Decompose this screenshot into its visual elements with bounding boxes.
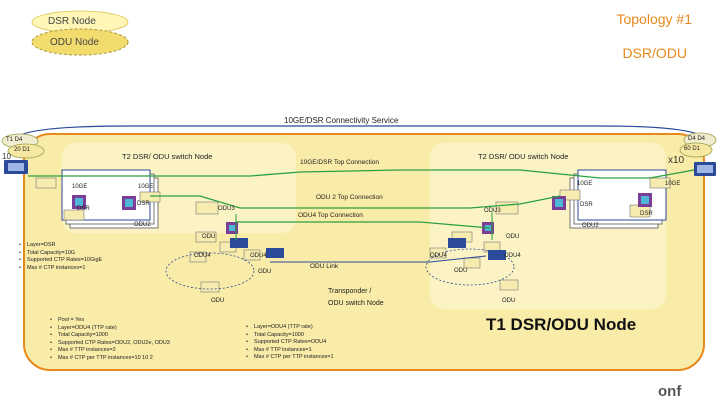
t1-node-title: T1 DSR/ODU Node	[486, 315, 637, 334]
label-dsr-b: DSR	[137, 201, 150, 207]
left-bullet: • Max # CTP instances=1	[29, 265, 102, 273]
label-odu-l: ODU	[202, 234, 216, 240]
topology-subtitle: DSR/ODU	[622, 45, 687, 61]
left-bullet: • Supported CTP Rates=10GigE	[29, 257, 102, 265]
label-ge-b: 10GE	[138, 184, 154, 190]
center-bullet: • Layer=ODU4 (TTP rate)	[60, 325, 170, 333]
label-odu4-c: ODU4	[430, 253, 447, 259]
right-transponder-icon	[448, 238, 466, 248]
label-odu2-l: ODU2	[134, 222, 151, 228]
left-bullet: • Layer=DSR	[29, 242, 102, 250]
center-bullet: • Max # TTP instances=2	[60, 347, 170, 355]
port-odu4-f	[464, 258, 480, 268]
right-count: x10	[668, 155, 685, 166]
center-bullet: • Total Capacity=1000	[60, 332, 170, 340]
port-mid-dsr-l	[196, 202, 218, 214]
label-ge-a: 10GE	[72, 184, 88, 190]
center-bullets	[57, 317, 170, 363]
odu4-connection-label: ODU4 Top Connection	[298, 212, 363, 219]
right-bullet: • Supported CTP Rates=ODU4	[256, 339, 334, 347]
label-odu-bl: ODU	[211, 298, 225, 304]
label-dsr-d: DSR	[640, 211, 653, 217]
left-tag-bottom-label: 20 D1	[14, 147, 31, 153]
left-tag-top-label: T1 D4	[6, 137, 23, 143]
right-bullet: • Max # CTP per TTP instances=1	[256, 354, 334, 362]
label-odu3-l: ODU3	[218, 206, 235, 212]
label-odu-rr: ODU	[454, 268, 468, 274]
left-mid-icon	[122, 196, 136, 210]
port-odu-bl	[201, 282, 219, 292]
label-dsr-a: DSR	[77, 206, 90, 212]
label-odu3-r: ODU3	[484, 208, 501, 214]
topology-title: Topology #1	[616, 11, 692, 27]
odu-link-label: ODU Link	[310, 263, 339, 270]
odu-node-legend: ODU Node	[50, 37, 99, 48]
label-ge-c: 10GE	[577, 181, 593, 187]
label-odu4-a: ODU4	[194, 253, 211, 259]
transponder-label-1: Transponder /	[328, 288, 372, 295]
label-odu2-r: ODU2	[582, 223, 599, 229]
left-transponder-icon	[230, 238, 248, 248]
right-tag-top-label: D4 D4	[688, 136, 706, 142]
left-count: 10	[2, 152, 11, 161]
label-odu-r: ODU	[506, 234, 520, 240]
left-transponder2-icon	[266, 248, 284, 258]
right-bullet: • Layer=ODU4 (TTP rate)	[256, 324, 334, 332]
service-label: 10GE/DSR Connectivity Service	[284, 116, 399, 125]
right-client-screen-icon	[697, 165, 713, 173]
label-dsr-c: DSR	[580, 202, 593, 208]
right-bullets	[253, 324, 334, 362]
label-odu-ll: ODU	[258, 269, 272, 275]
right-switch-title: T2 DSR/ ODU switch Node	[478, 152, 569, 161]
center-bullet: • Supported CTP Rates=ODU2, ODU2e, ODU3	[60, 340, 170, 348]
right-tag-bottom-label: 60 D1	[684, 146, 701, 152]
onf-logo	[658, 383, 702, 399]
center-bullet: • Pool = Yes	[60, 317, 170, 325]
left-bullets	[26, 242, 103, 272]
dsr-node-legend: DSR Node	[48, 16, 96, 27]
center-bullet: • Max # CTP per TTP instances=10 10 2	[60, 355, 170, 363]
right-dsr-icon	[638, 193, 652, 207]
label-odu-br: ODU	[502, 298, 516, 304]
right-bullet: • Total Capacity=1000	[256, 332, 334, 340]
right-bullet: • Max # TTP instances=1	[256, 347, 334, 355]
svg-text:onf: onf	[658, 383, 682, 399]
label-odu4-d: ODU4	[504, 253, 521, 259]
odu2-connection-label: ODU 2 Top Connection	[316, 194, 383, 201]
right-mid-icon	[552, 196, 566, 210]
port-odu-br	[500, 280, 518, 290]
top-connection-label: 10GE/DSR Top Connection	[300, 159, 380, 166]
left-client-screen-icon	[8, 163, 24, 171]
port-left-ge	[36, 178, 56, 188]
label-ge-d: 10GE	[665, 181, 681, 187]
left-switch-title: T2 DSR/ ODU switch Node	[122, 152, 213, 161]
left-bullet: • Total Capacity=10G	[29, 250, 102, 258]
label-odu4-b: ODU4	[250, 253, 267, 259]
transponder-label-2: ODU switch Node	[328, 300, 384, 307]
